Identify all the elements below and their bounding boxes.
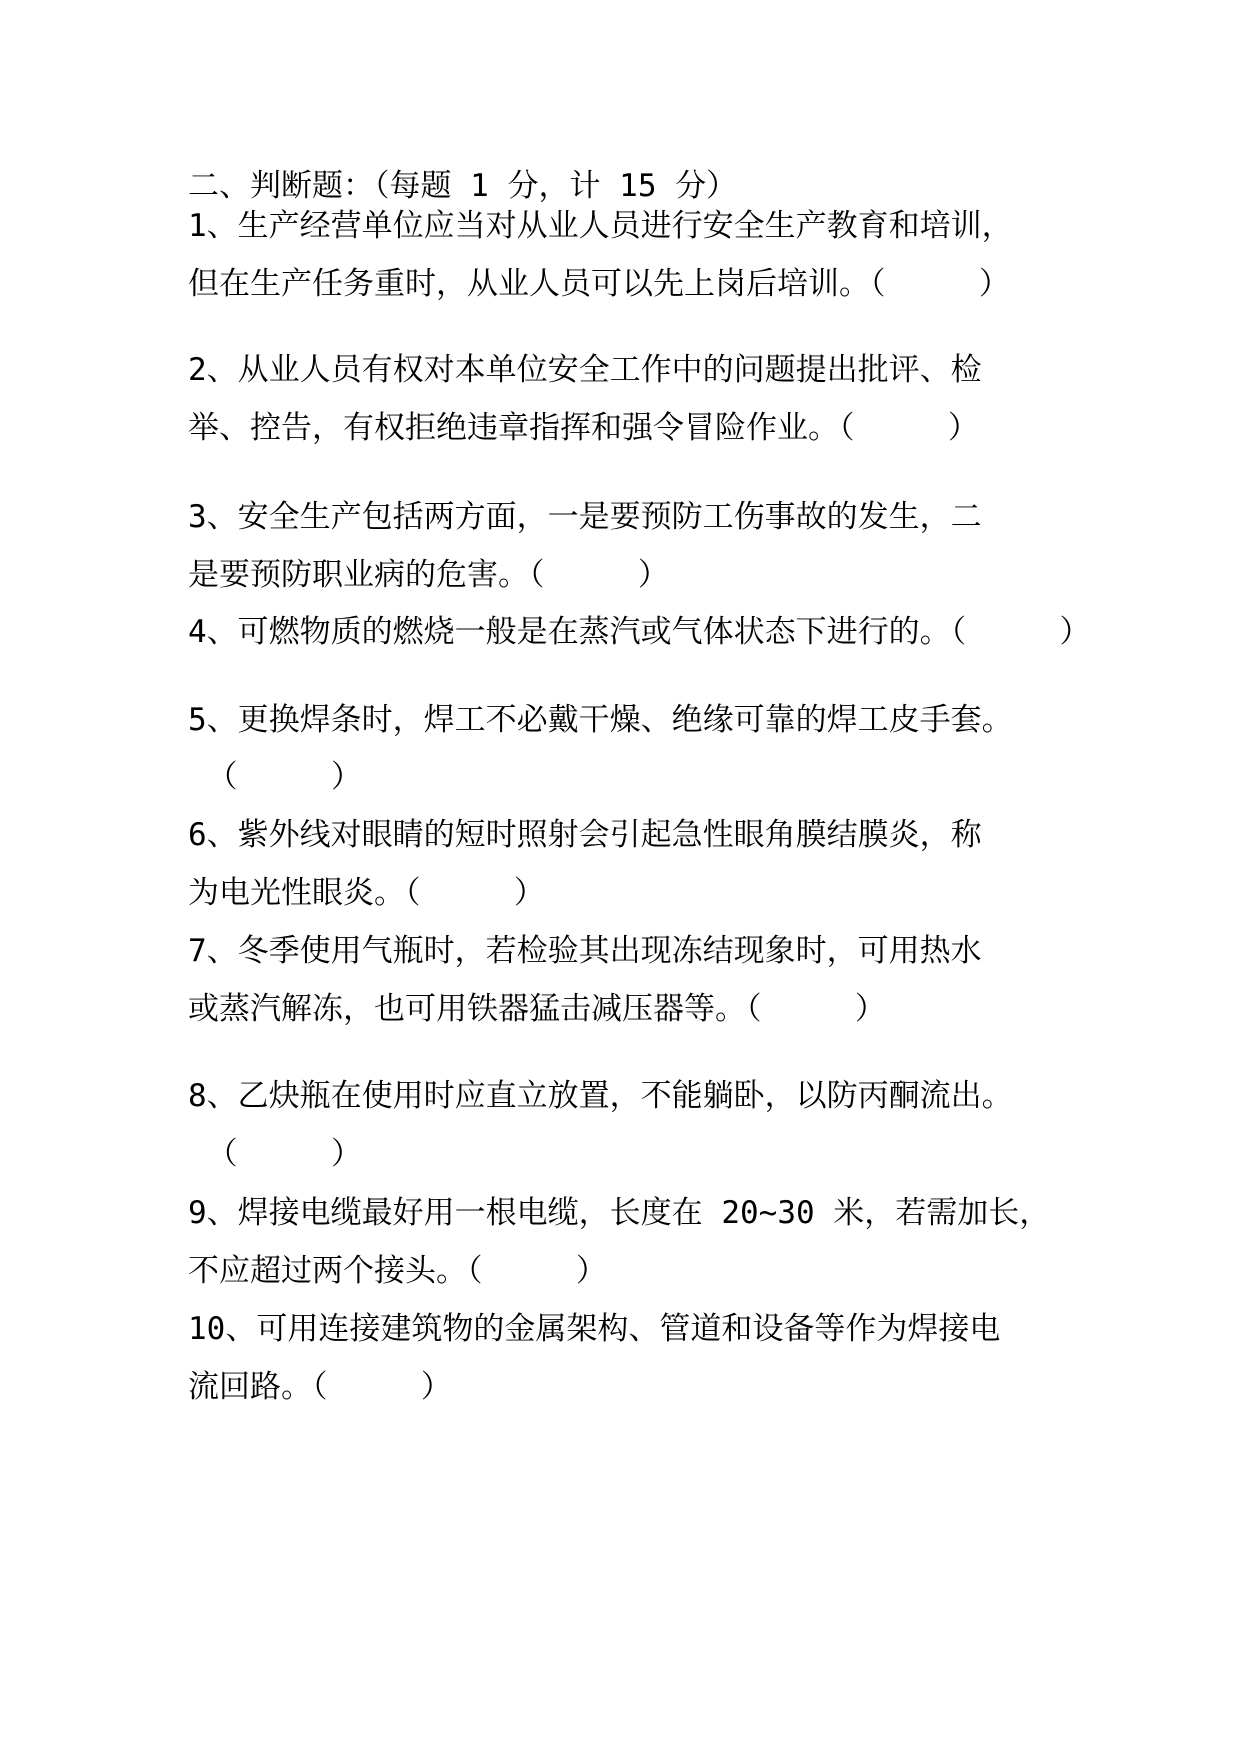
question-8-line-1: 8、乙炔瓶在使用时应直立放置，不能躺卧，以防丙酮流出。 bbox=[188, 1078, 1013, 1114]
question-1-line-2: 但在生产任务重时，从业人员可以先上岗后培训。（ ） bbox=[188, 266, 1010, 302]
question-6-line-1: 6、紫外线对眼睛的短时照射会引起急性眼角膜结膜炎，称 bbox=[188, 817, 982, 853]
question-10-line-2: 流回路。（ ） bbox=[188, 1369, 452, 1405]
question-10-line-1: 10、可用连接建筑物的金属架构、管道和设备等作为焊接电 bbox=[188, 1311, 1001, 1347]
question-8-line-2: （ ） bbox=[188, 1136, 362, 1172]
question-7-line-2: 或蒸汽解冻，也可用铁器猛击减压器等。（ ） bbox=[188, 991, 886, 1027]
question-4-line-1: 4、可燃物质的燃烧一般是在蒸汽或气体状态下进行的。（ ） bbox=[188, 614, 1091, 650]
question-5-line-2: （ ） bbox=[188, 759, 362, 795]
question-9-line-1: 9、焊接电缆最好用一根电缆，长度在 20~30 米，若需加长， bbox=[188, 1195, 1051, 1231]
question-1-line-1: 1、生产经营单位应当对从业人员进行安全生产教育和培训， bbox=[188, 208, 1013, 244]
question-2-line-1: 2、从业人员有权对本单位安全工作中的问题提出批评、检 bbox=[188, 352, 982, 388]
section-heading: 二、判断题：（每题 1 分，计 15 分） bbox=[188, 168, 738, 204]
question-7-line-1: 7、冬季使用气瓶时，若检验其出现冻结现象时，可用热水 bbox=[188, 933, 982, 969]
question-6-line-2: 为电光性眼炎。（ ） bbox=[188, 875, 545, 911]
question-2-line-2: 举、控告，有权拒绝违章指挥和强令冒险作业。（ ） bbox=[188, 410, 979, 446]
question-9-line-2: 不应超过两个接头。（ ） bbox=[188, 1253, 607, 1289]
question-3-line-1: 3、安全生产包括两方面，一是要预防工伤事故的发生，二 bbox=[188, 499, 982, 535]
question-3-line-2: 是要预防职业病的危害。（ ） bbox=[188, 557, 669, 593]
question-5-line-1: 5、更换焊条时，焊工不必戴干燥、绝缘可靠的焊工皮手套。 bbox=[188, 702, 1013, 738]
